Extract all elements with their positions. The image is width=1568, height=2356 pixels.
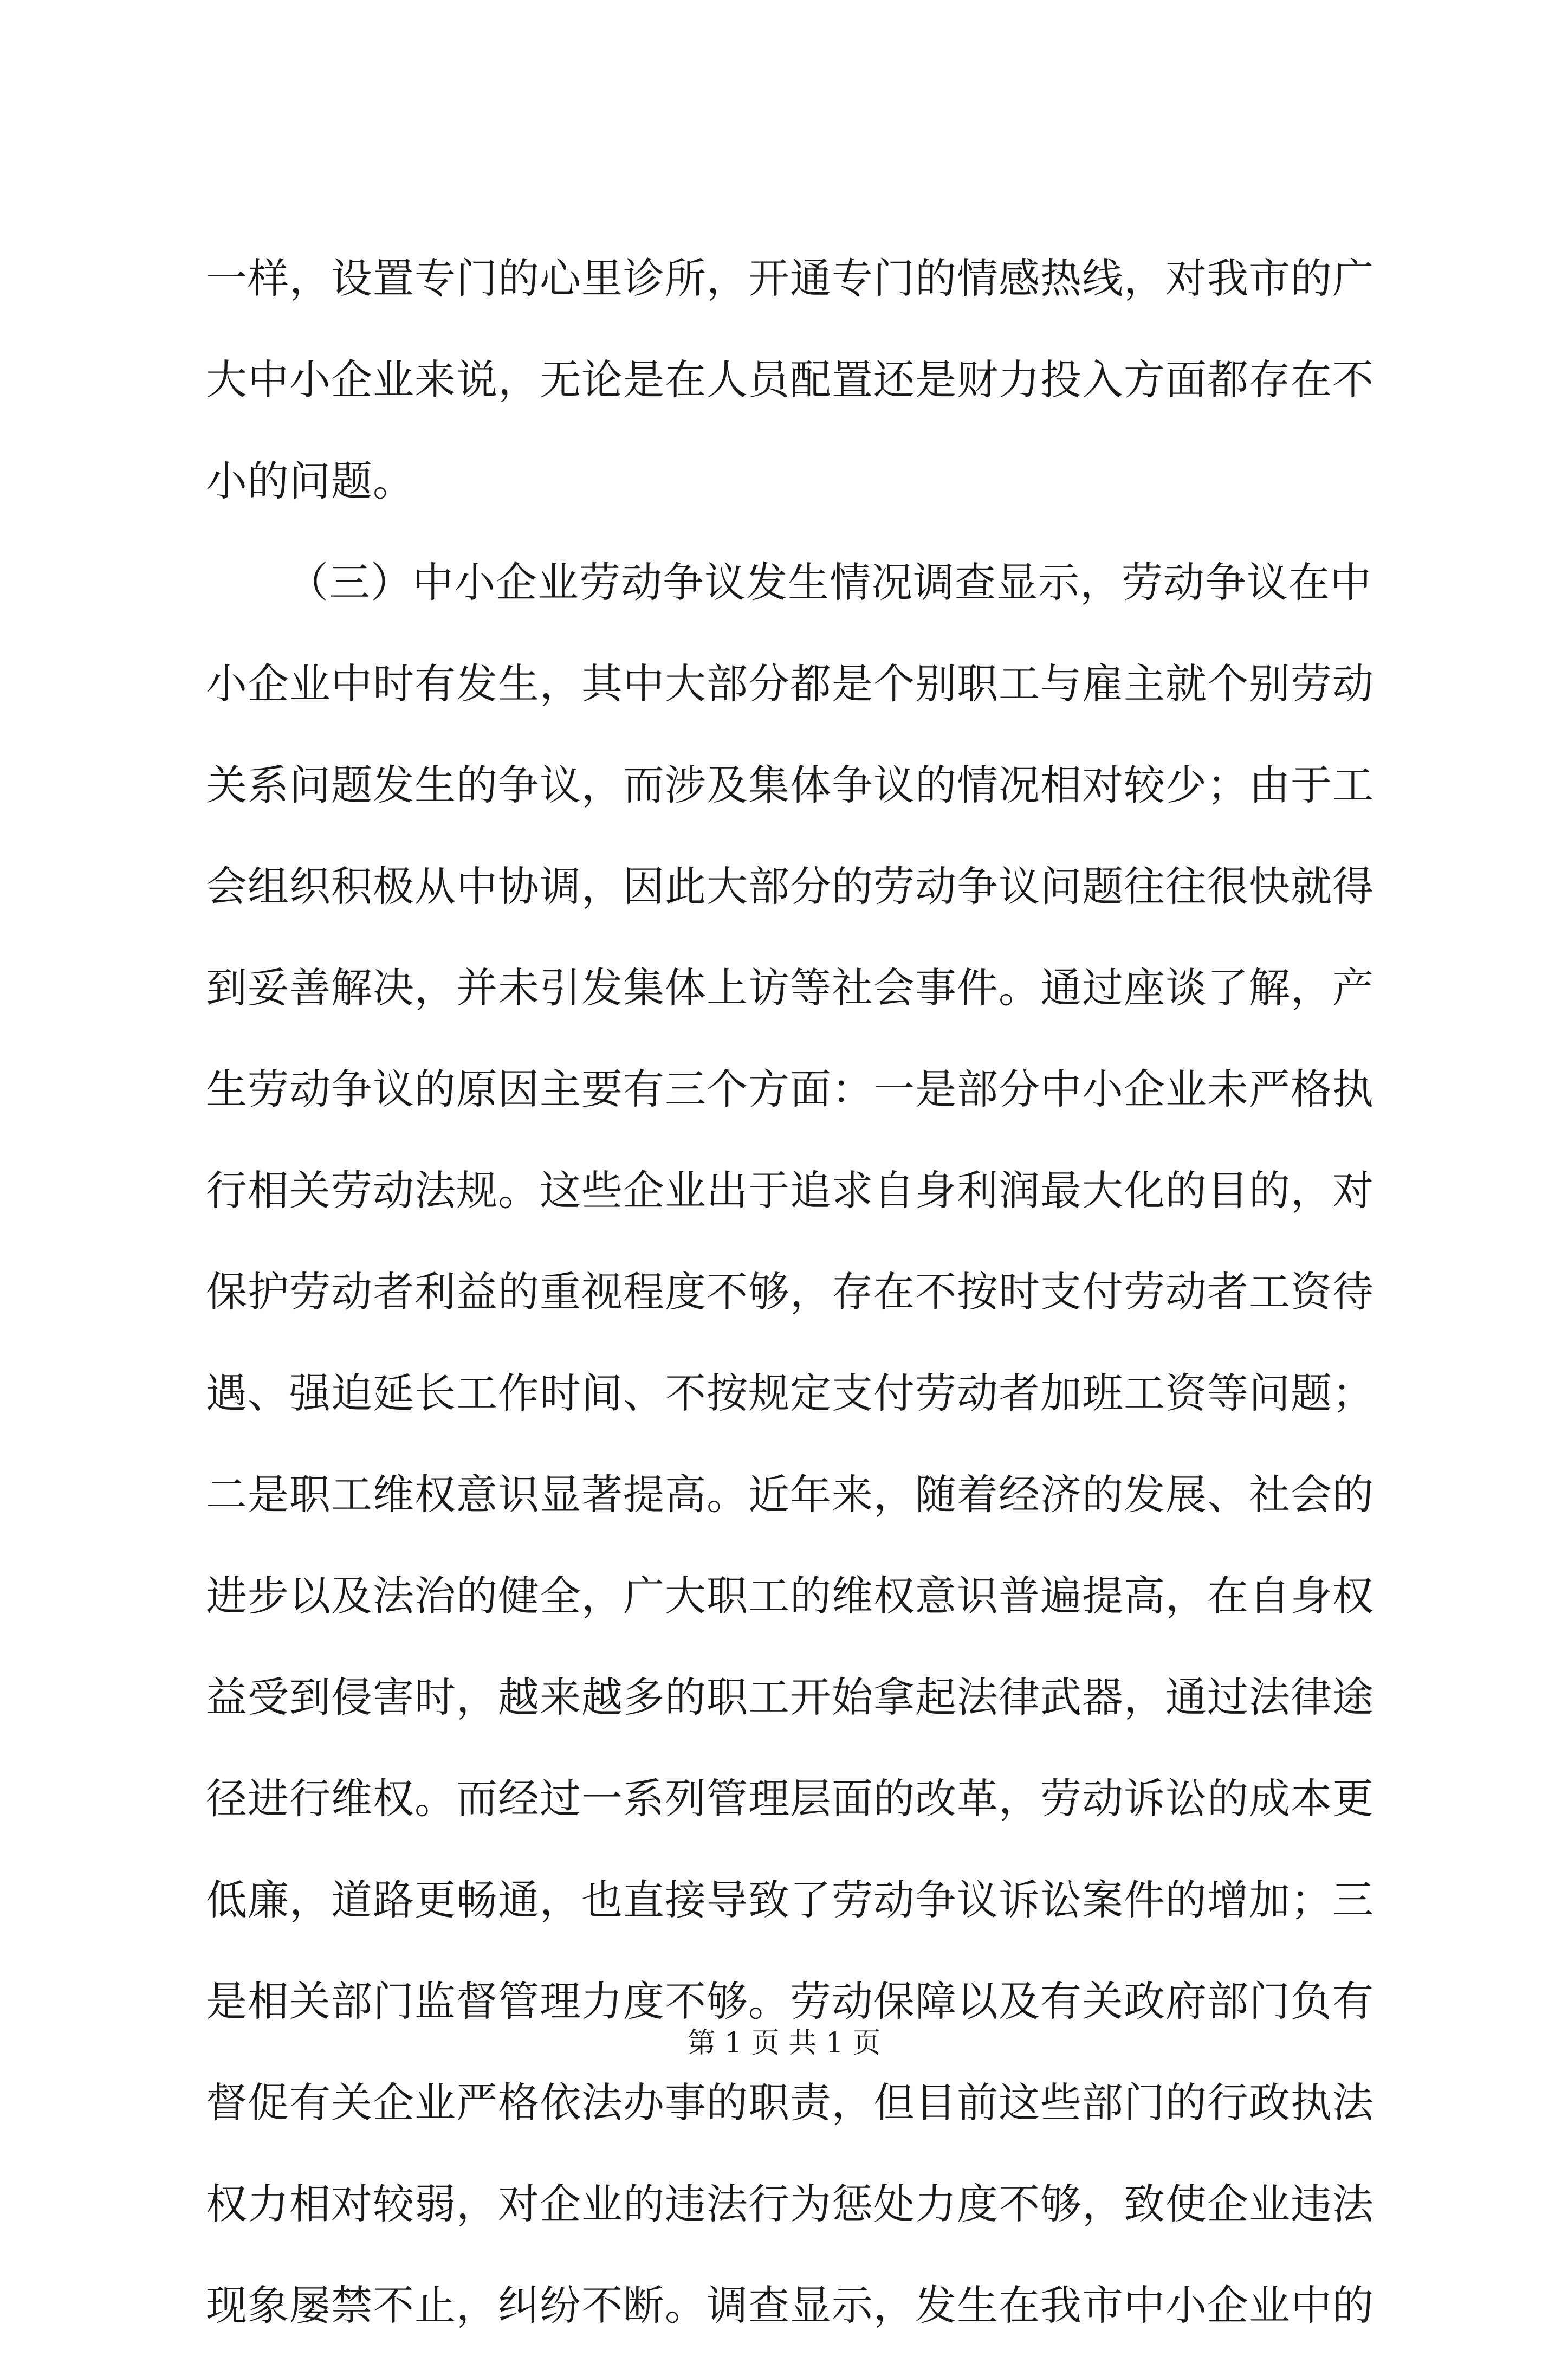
text-line: 生劳动争议的原因主要有三个方面：一是部分中小企业未严格执 xyxy=(206,1065,1374,1113)
text-line: 二是职工维权意识显著提高。近年来，随着经济的发展、社会的 xyxy=(206,1470,1374,1519)
text-line: 小的问题。 xyxy=(206,457,414,505)
text-line: 益受到侵害时，越来越多的职工开始拿起法律武器，通过法律途 xyxy=(206,1673,1374,1721)
text-line: 进步以及法治的健全，广大职工的维权意识普遍提高，在自身权 xyxy=(206,1572,1374,1620)
text-line: 关系问题发生的争议，而涉及集体争议的情况相对较少；由于工 xyxy=(206,761,1374,809)
text-line: 遇、强迫延长工作时间、不按规定支付劳动者加班工资等问题； xyxy=(206,1369,1374,1417)
text-line: 一样，设置专门的心里诊所，开通专门的情感热线，对我市的广 xyxy=(206,254,1374,302)
text-line: 现象屡禁不止，纠纷不断。调查显示，发生在我市中小企业中的 xyxy=(206,2281,1374,2329)
text-line: 保护劳动者利益的重视程度不够，存在不按时支付劳动者工资待 xyxy=(206,1268,1374,1316)
text-line: 到妥善解决，并未引发集体上访等社会事件。通过座谈了解，产 xyxy=(206,964,1374,1012)
text-line: 小企业中时有发生，其中大部分都是个别职工与雇主就个别劳动 xyxy=(206,660,1374,708)
text-line: 是相关部门监督管理力度不够。劳动保障以及有关政府部门负有 xyxy=(206,1977,1374,2025)
text-line: 径进行维权。而经过一系列管理层面的改革，劳动诉讼的成本更 xyxy=(206,1774,1374,1823)
page-footer: 第 1 页 共 1 页 xyxy=(687,2027,881,2060)
text-line: 行相关劳动法规。这些企业出于追求自身利润最大化的目的，对 xyxy=(206,1166,1374,1215)
text-line: 督促有关企业严格依法办事的职责，但目前这些部门的行政执法 xyxy=(206,2079,1374,2127)
text-line: 大中小企业来说，无论是在人员配置还是财力投入方面都存在不 xyxy=(206,356,1374,404)
text-line: 权力相对较弱，对企业的违法行为惩处力度不够，致使企业违法 xyxy=(206,2180,1374,2228)
paragraph-first-line: （三）中小企业劳动争议发生情况调查显示，劳动争议在中 xyxy=(287,558,1372,606)
text-line: 低廉，道路更畅通，也直接导致了劳动争议诉讼案件的增加；三 xyxy=(206,1876,1374,1924)
text-line: 会组织积极从中协调，因此大部分的劳动争议问题往往很快就得 xyxy=(206,862,1374,911)
